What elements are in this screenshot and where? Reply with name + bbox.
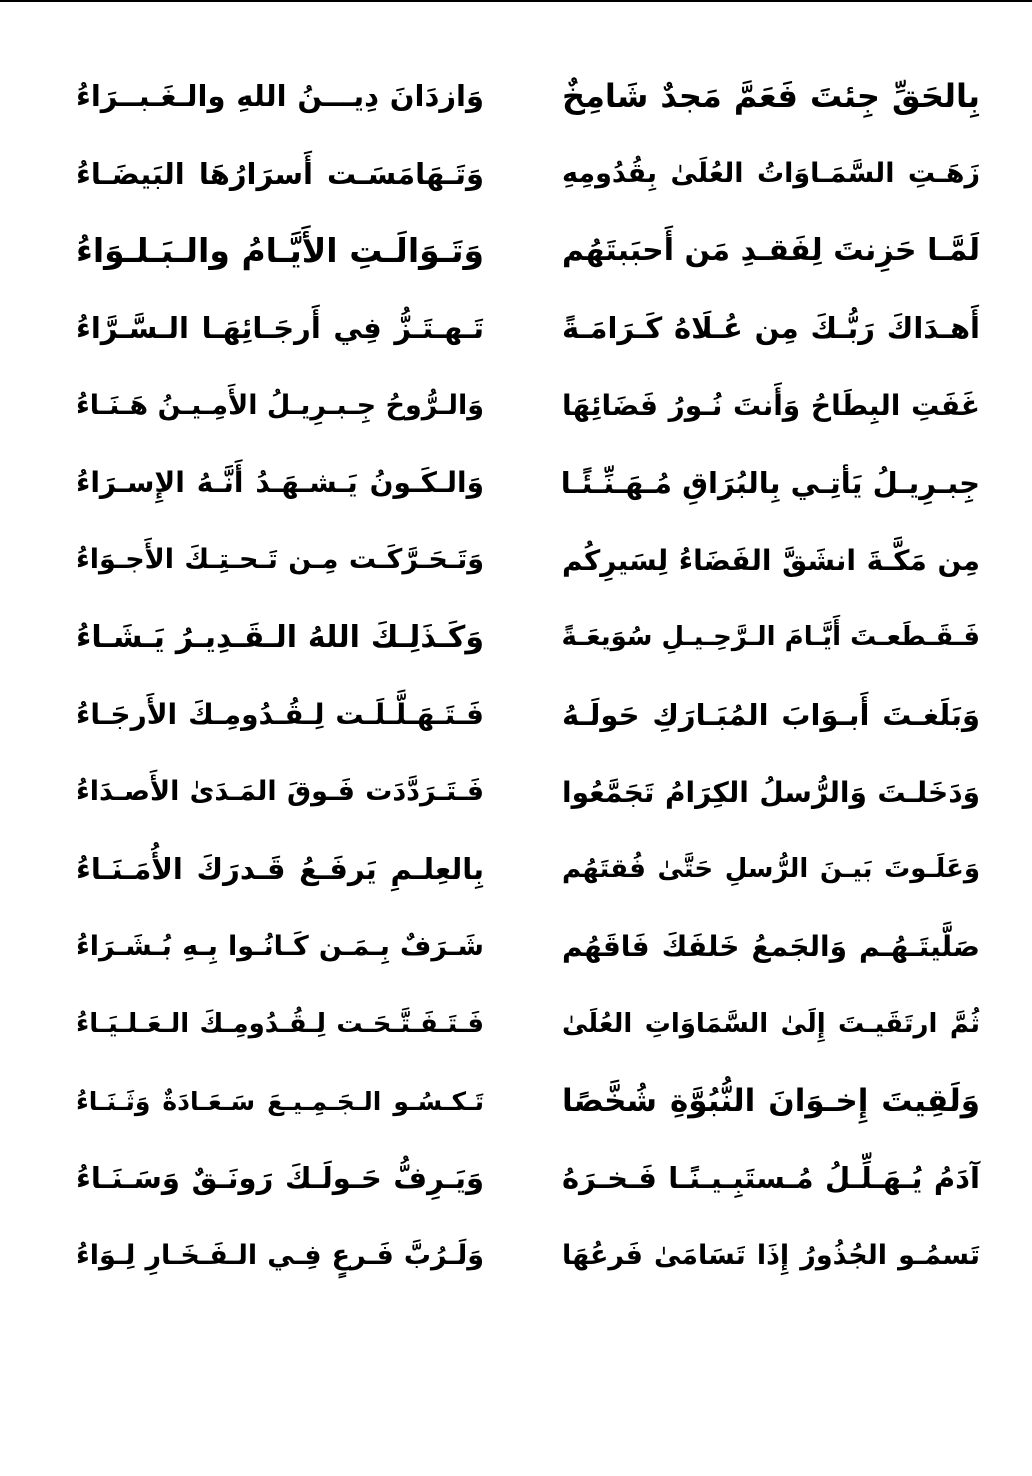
verse-first-hemistich: صَلَّيتَـهُـم وَالجَمعُ خَلفَكَ فَاقَهُم xyxy=(562,930,980,964)
verse-second-hemistich: وَلَـرُبَّ فَـرعٍ فِـي الـفَـخَـارِ لِـوَاءُ xyxy=(76,1239,484,1271)
verse-second-hemistich: وَتَـوَالَـتِ الأَيَّـامُ والـبَـلـوَاءُ xyxy=(76,231,484,271)
verse-row xyxy=(40,1063,992,1140)
verse-first-hemistich: بِالحَقِّ جِئتَ فَعَمَّ مَجدٌ شَامِخٌ xyxy=(562,77,980,116)
verse-second-hemistich: تَـهـتَـزُّ فِي أَرجَـائِهَـا الـسَّـرَّاءُ xyxy=(76,311,484,346)
poem-body xyxy=(40,58,992,1295)
verse-first-hemistich: وَبَلَغـتَ أَبـوَابَ المُبَـارَكِ حَولَـهُ xyxy=(562,697,980,732)
verse-row xyxy=(40,831,992,908)
verse-first-hemistich: تَسمُـو الجُذُورُ إِذَا تَسَامَىٰ فَرعُهَا xyxy=(562,1239,980,1271)
verse-first-hemistich: لَمَّـا حَزِنتَ لِفَقـدِ مَن أَحبَبتَهُم xyxy=(562,233,980,269)
verse-second-hemistich: وَالـرُّوحُ جِـبـرِيـلُ الأَمِـيـنُ هَـنَـاءُ xyxy=(76,389,484,421)
verse-second-hemistich: وَتَـحَـرَّكَـت مِـن تَـحـتِـكَ الأَجـوَاءُ xyxy=(76,544,484,576)
verse-row xyxy=(40,290,992,367)
verse-second-hemistich: وَالـكَـونُ يَـشـهَـدُ أَنَّـهُ الإِسـرَاءُ xyxy=(76,466,484,500)
verse-row xyxy=(40,1217,992,1294)
verse-first-hemistich: فَـقَـطَعـتَ أَيَّـامَ الـرَّحِـيـلِ سُوَيعَـةً xyxy=(561,622,980,653)
verse-second-hemistich: فَـتَـهَـلَّـلَـت لِـقُـدُومِـكَ الأَرجَـاءُ xyxy=(76,698,484,732)
verse-row xyxy=(40,58,992,135)
verse-row xyxy=(40,367,992,444)
verse-first-hemistich: ثُمَّ ارتَقَيـتَ إِلَىٰ السَّمَاوَاتِ العُلَىٰ xyxy=(562,1008,980,1039)
verse-row xyxy=(40,213,992,290)
verse-second-hemistich: تَـكـسُـو الـجَـمِـيـعَ سَـعَـادَةٌ وَثَـنَـاءُ xyxy=(76,1086,484,1116)
verse-second-hemistich: فَـتَـرَدَّدَت فَـوقَ المَـدَىٰ الأَصـدَاءُ xyxy=(76,776,484,808)
verse-first-hemistich: وَلَقِيتَ إِخـوَانَ النُّبُوَّةِ شُخَّصًا xyxy=(562,1082,980,1119)
verse-second-hemistich: وَتَـهَامَسَـت أَسرَارُهَا البَيضَـاءُ xyxy=(76,156,484,191)
verse-second-hemistich: فَـتَـفَـتَّـحَـت لِـقُـدُومِـكَ الـعَـلـيَـاءُ xyxy=(76,1008,484,1039)
verse-first-hemistich: آدَمُ يُـهَـلِّـلُ مُـستَبِـيـنًـا فَـخـرَهُ xyxy=(562,1161,980,1196)
verse-row xyxy=(40,754,992,831)
verse-second-hemistich: شَـرَفٌ بِـمَـن كَـانُـوا بِـهِ بُـشَـرَاءُ xyxy=(76,930,484,962)
verse-row xyxy=(40,1140,992,1217)
verse-row xyxy=(40,135,992,212)
verse-row xyxy=(40,908,992,985)
verse-first-hemistich: وَدَخَلـتَ وَالرُّسلُ الكِرَامُ تَجَمَّعُوا xyxy=(562,775,980,809)
verse-second-hemistich: بِالعِلـمِ يَرفَـعُ قَـدرَكَ الأُمَـنَـاءُ xyxy=(76,852,484,887)
verse-second-hemistich: وَكَـذَلِـكَ اللهُ الـقَـدِيـرُ يَـشَـاءُ xyxy=(76,619,484,655)
verse-first-hemistich: جِبـرِيـلُ يَأتِـي بِالبُرَاقِ مُـهَـنِّـئًـا xyxy=(560,465,980,500)
verse-first-hemistich: وَعَلَـوتَ بَيـنَ الرُّسلِ حَتَّىٰ فُقتَهُم xyxy=(562,854,980,885)
verse-row xyxy=(40,522,992,599)
verse-second-hemistich: وَيَـرِفُّ حَـولَـكَ رَونَـقٌ وَسَـنَـاءُ xyxy=(76,1161,484,1196)
verse-row xyxy=(40,599,992,676)
verse-first-hemistich: أَهـدَاكَ رَبُّـكَ مِن عُـلَاهُ كَـرَامَـةً xyxy=(562,311,980,346)
verse-row xyxy=(40,986,992,1063)
verse-row xyxy=(40,676,992,753)
verse-second-hemistich: وَازدَانَ دِيـــنُ اللهِ والـغَـبــرَاءُ xyxy=(76,79,484,114)
verse-first-hemistich: غَفَتِ البِطَاحُ وَأَنتَ نُـورُ فَضَائِهَا xyxy=(562,389,980,423)
verse-row xyxy=(40,444,992,521)
top-border-line xyxy=(0,0,1032,2)
verse-first-hemistich: مِن مَكَّـةَ انشَقَّ الفَضَاءُ لِسَيرِكُم xyxy=(562,543,980,577)
verse-first-hemistich: زَهَـتِ السَّمَـاوَاتُ العُلَىٰ بِقُدُومِهِ xyxy=(562,157,980,189)
